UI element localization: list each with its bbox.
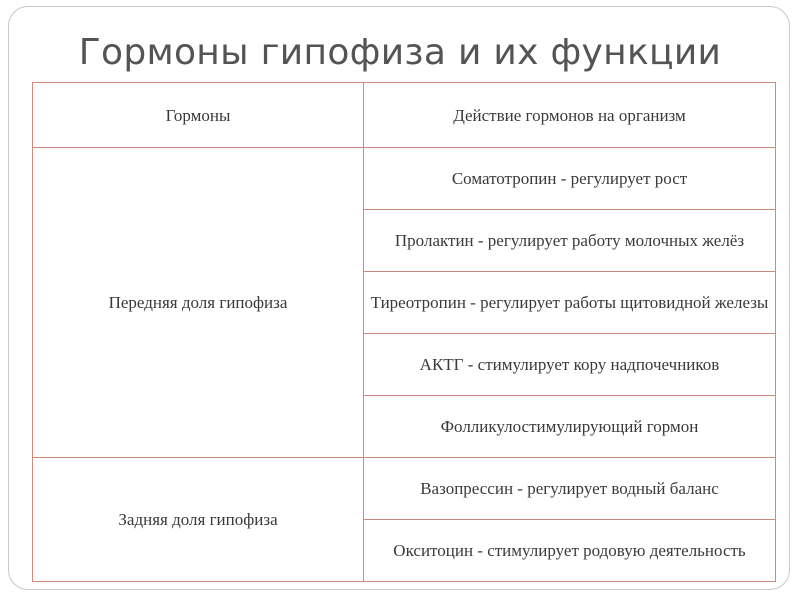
table-row bbox=[33, 458, 776, 520]
effect-cell: Тиреотропин - регулирует работы щитовидной железы bbox=[364, 272, 776, 334]
group-anterior-lobe: Передняя доля гипофиза bbox=[33, 148, 364, 458]
table-header-row bbox=[33, 83, 776, 148]
effect-cell: АКТГ - стимулирует кору надпочечников bbox=[364, 334, 776, 396]
header-hormones: Гормоны bbox=[33, 83, 364, 148]
effect-cell: Вазопрессин - регулирует водный баланс bbox=[364, 458, 776, 520]
header-effects: Действие гормонов на организм bbox=[364, 83, 776, 148]
effect-cell: Фолликулостимулирующий гормон bbox=[364, 396, 776, 458]
effect-cell: Пролактин - регулирует работу молочных желёз bbox=[364, 210, 776, 272]
table-row bbox=[33, 148, 776, 210]
group-posterior-lobe: Задняя доля гипофиза bbox=[33, 458, 364, 582]
effect-cell: Соматотропин - регулирует рост bbox=[364, 148, 776, 210]
effect-cell: Окситоцин - стимулирует родовую деятельность bbox=[364, 520, 776, 582]
hormones-table bbox=[32, 82, 776, 582]
slide-title: Гормоны гипофиза и их функции bbox=[78, 32, 722, 73]
